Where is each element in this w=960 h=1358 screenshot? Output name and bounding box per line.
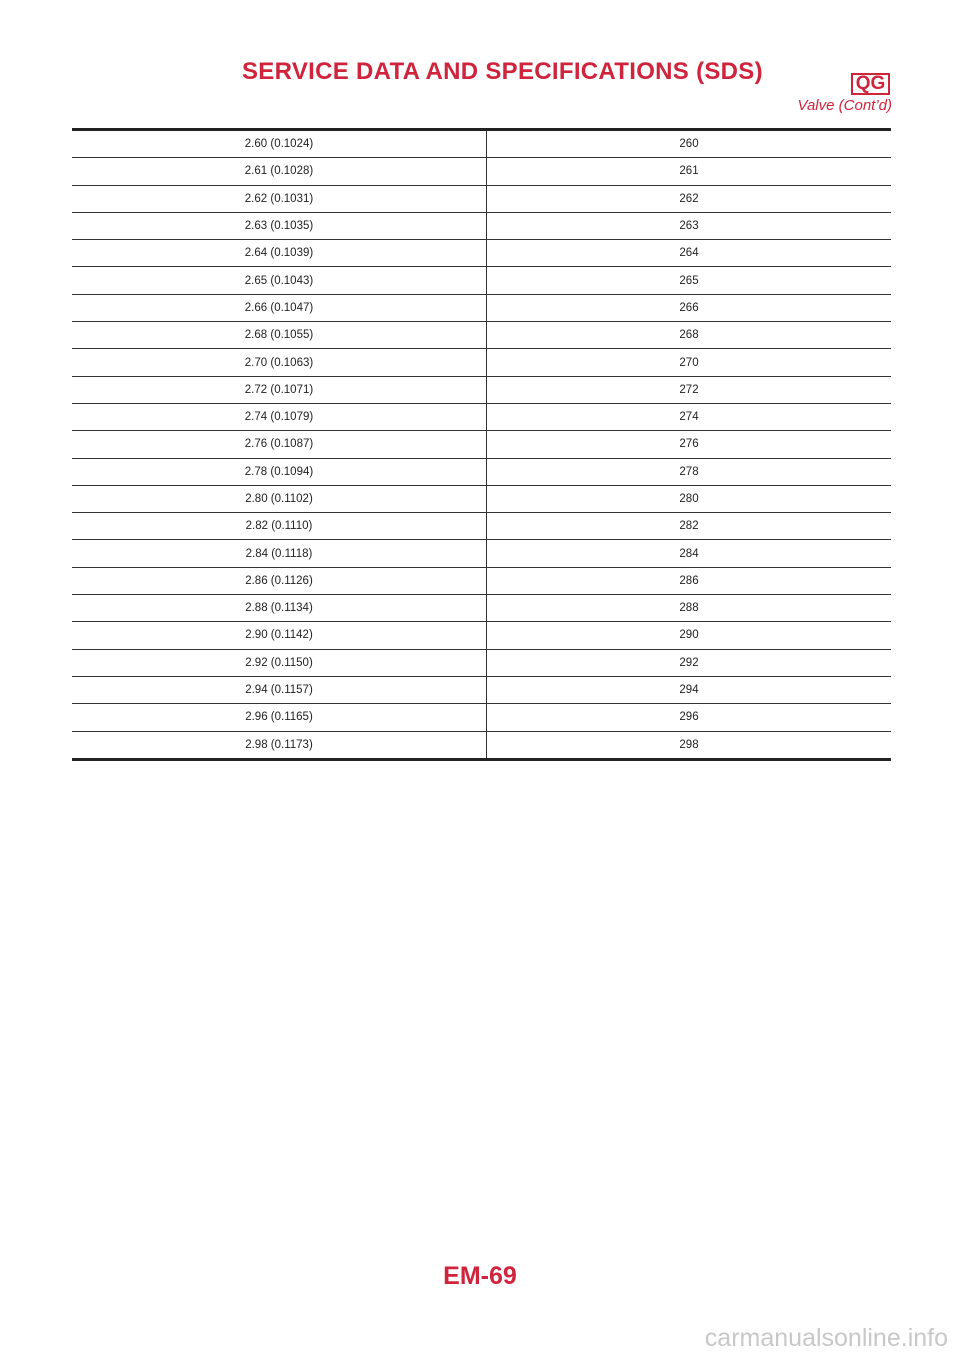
- table-cell-thickness: 2.66 (0.1047): [72, 294, 487, 321]
- table-row: [72, 130, 891, 158]
- table-cell-thickness: 2.65 (0.1043): [72, 267, 487, 294]
- table-cell-thickness: 2.84 (0.1118): [72, 540, 487, 567]
- table-cell-part-number: 266: [487, 294, 892, 321]
- table-row: [72, 212, 891, 239]
- table-row: [72, 676, 891, 703]
- table-row: [72, 403, 891, 430]
- table-row: [72, 513, 891, 540]
- table-row: [72, 567, 891, 594]
- table-cell-part-number: 272: [487, 376, 892, 403]
- table-cell-thickness: 2.61 (0.1028): [72, 158, 487, 185]
- table-cell-part-number: 288: [487, 595, 892, 622]
- table-cell-thickness: 2.62 (0.1031): [72, 185, 487, 212]
- table-cell-thickness: 2.74 (0.1079): [72, 403, 487, 430]
- table-row: [72, 485, 891, 512]
- table-row: [72, 540, 891, 567]
- table-cell-thickness: 2.92 (0.1150): [72, 649, 487, 676]
- table-cell-thickness: 2.63 (0.1035): [72, 212, 487, 239]
- table-row: [72, 267, 891, 294]
- table-cell-part-number: 278: [487, 458, 892, 485]
- spec-table: [72, 128, 891, 761]
- table-cell-thickness: 2.60 (0.1024): [72, 130, 487, 158]
- table-cell-part-number: 261: [487, 158, 892, 185]
- table-cell-part-number: 292: [487, 649, 892, 676]
- table-cell-part-number: 276: [487, 431, 892, 458]
- table-cell-part-number: 280: [487, 485, 892, 512]
- table-cell-thickness: 2.88 (0.1134): [72, 595, 487, 622]
- table-cell-part-number: 264: [487, 240, 892, 267]
- table-cell-part-number: 270: [487, 349, 892, 376]
- table-row: [72, 322, 891, 349]
- table-cell-thickness: 2.96 (0.1165): [72, 704, 487, 731]
- table-cell-part-number: 260: [487, 130, 892, 158]
- table-cell-part-number: 265: [487, 267, 892, 294]
- table-row: [72, 376, 891, 403]
- watermark: carmanualsonline.info: [704, 1324, 948, 1352]
- table-row: [72, 622, 891, 649]
- table-cell-part-number: 290: [487, 622, 892, 649]
- engine-code-badge: QG: [851, 73, 890, 95]
- spec-table-body: [72, 130, 891, 760]
- table-cell-thickness: 2.68 (0.1055): [72, 322, 487, 349]
- table-cell-part-number: 263: [487, 212, 892, 239]
- table-row: [72, 431, 891, 458]
- table-cell-thickness: 2.82 (0.1110): [72, 513, 487, 540]
- table-row: [72, 185, 891, 212]
- table-cell-part-number: 262: [487, 185, 892, 212]
- page-header: [0, 0, 960, 120]
- table-cell-part-number: 284: [487, 540, 892, 567]
- table-cell-part-number: 274: [487, 403, 892, 430]
- table-row: [72, 240, 891, 267]
- table-cell-part-number: 298: [679, 738, 699, 751]
- table-cell-thickness: 2.64 (0.1039): [72, 240, 487, 267]
- table-cell-thickness: 2.72 (0.1071): [72, 376, 487, 403]
- table-cell-thickness: 2.90 (0.1142): [72, 622, 487, 649]
- table-row: [72, 731, 891, 759]
- table-cell-thickness: 2.70 (0.1063): [72, 349, 487, 376]
- table-row: [72, 458, 891, 485]
- section-title: SERVICE DATA AND SPECIFICATIONS (SDS): [242, 58, 763, 85]
- page-number: EM-69: [443, 1262, 517, 1290]
- table-row: [72, 649, 891, 676]
- table-cell-part-number: 296: [487, 704, 892, 731]
- table-cell-thickness: 2.80 (0.1102): [72, 485, 487, 512]
- table-cell-thickness: 2.76 (0.1087): [72, 431, 487, 458]
- table-cell-thickness: 2.86 (0.1126): [72, 567, 487, 594]
- table-row: [72, 704, 891, 731]
- table-row: [72, 158, 891, 185]
- table-cell-part-number: 294: [487, 676, 892, 703]
- table-cell-part-number: 268: [487, 322, 892, 349]
- table-row: [72, 595, 891, 622]
- table-cell-part-number: 286: [487, 567, 892, 594]
- table-row: [72, 294, 891, 321]
- section-subtitle: Valve (Cont’d): [797, 97, 892, 114]
- table-cell-thickness: 2.98 (0.1173): [72, 731, 487, 759]
- table-row: [72, 349, 891, 376]
- table-cell-part-number: 282: [487, 513, 892, 540]
- table-cell-thickness: 2.78 (0.1094): [72, 458, 487, 485]
- table-cell-thickness: 2.94 (0.1157): [72, 676, 487, 703]
